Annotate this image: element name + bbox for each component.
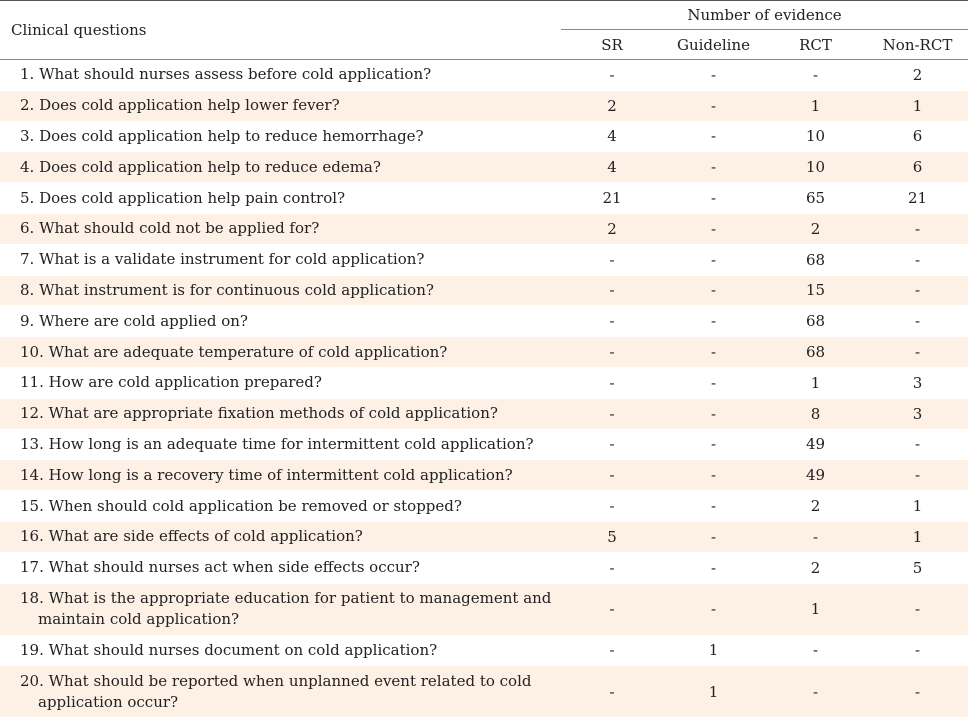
guideline-cell: -: [663, 552, 764, 583]
question-cell: 13. How long is an adequate time for intermittent cold application?: [0, 429, 561, 460]
rct-cell: -: [764, 666, 867, 718]
nonrct-cell: 1: [867, 491, 968, 522]
nonrct-cell: 2: [867, 60, 968, 91]
rct-cell: 68: [764, 337, 867, 368]
guideline-cell: -: [663, 306, 764, 337]
rct-cell: 1: [764, 367, 867, 398]
question-cell: 19. What should nurses document on cold application?: [0, 635, 561, 666]
guideline-cell: -: [663, 460, 764, 491]
question-cell: 14. How long is a recovery time of intermittent cold application?: [0, 460, 561, 491]
rct-cell: 10: [764, 152, 867, 183]
question-cell: 1. What should nurses assess before cold application?: [0, 60, 561, 91]
question-cell: 11. How are cold application prepared?: [0, 367, 561, 398]
nonrct-cell: -: [867, 337, 968, 368]
rct-cell: 49: [764, 429, 867, 460]
table-row: [0, 521, 968, 552]
sr-cell: -: [561, 60, 663, 91]
guideline-cell: -: [663, 90, 764, 121]
guideline-cell: 1: [663, 666, 764, 718]
sr-cell: 4: [561, 152, 663, 183]
question-line-1: 20. What should be reported when unplanned event related to cold: [20, 671, 532, 690]
sr-cell: 5: [561, 521, 663, 552]
sr-cell: 2: [561, 213, 663, 244]
table-row: [0, 429, 968, 460]
guideline-cell: -: [663, 183, 764, 214]
question-cell: 2. Does cold application help lower fever?: [0, 90, 561, 121]
rct-cell: -: [764, 60, 867, 91]
question-cell: 17. What should nurses act when side effects occur?: [0, 552, 561, 583]
table-row: [0, 367, 968, 398]
guideline-cell: -: [663, 337, 764, 368]
nonrct-cell: -: [867, 213, 968, 244]
rct-cell: 68: [764, 306, 867, 337]
nonrct-cell: 3: [867, 367, 968, 398]
sr-cell: -: [561, 552, 663, 583]
question-cell: 4. Does cold application help to reduce edema?: [0, 152, 561, 183]
sr-cell: -: [561, 429, 663, 460]
rct-cell: -: [764, 635, 867, 666]
question-cell: 9. Where are cold applied on?: [0, 306, 561, 337]
sr-cell: -: [561, 491, 663, 522]
rct-cell: 65: [764, 183, 867, 214]
sr-cell: -: [561, 583, 663, 635]
table-row: [0, 90, 968, 121]
sr-cell: -: [561, 398, 663, 429]
question-cell: 10. What are adequate temperature of cold application?: [0, 337, 561, 368]
sr-cell: -: [561, 337, 663, 368]
question-line-2: maintain cold application?: [38, 610, 240, 629]
table-row: [0, 491, 968, 522]
sr-cell: 21: [561, 183, 663, 214]
guideline-cell: -: [663, 244, 764, 275]
table-row: [0, 306, 968, 337]
rct-cell: -: [764, 521, 867, 552]
table-row: [0, 60, 968, 91]
guideline-cell: -: [663, 60, 764, 91]
rct-cell: 1: [764, 583, 867, 635]
rct-cell: 49: [764, 460, 867, 491]
table-row: [0, 337, 968, 368]
question-cell: 6. What should cold not be applied for?: [0, 213, 561, 244]
rct-cell: 2: [764, 552, 867, 583]
sr-cell: -: [561, 244, 663, 275]
question-cell: [0, 666, 561, 718]
question-cell: 15. When should cold application be removed or stopped?: [0, 491, 561, 522]
question-cell: 3. Does cold application help to reduce hemorrhage?: [0, 121, 561, 152]
question-cell: 8. What instrument is for continuous cold application?: [0, 275, 561, 306]
header-col-guideline: Guideline: [663, 30, 764, 60]
rct-cell: 2: [764, 213, 867, 244]
header-clinical-questions: Clinical questions: [0, 1, 561, 60]
sr-cell: 2: [561, 90, 663, 121]
nonrct-cell: 3: [867, 398, 968, 429]
nonrct-cell: -: [867, 460, 968, 491]
guideline-cell: -: [663, 121, 764, 152]
sr-cell: -: [561, 367, 663, 398]
guideline-cell: -: [663, 367, 764, 398]
table-row: [0, 583, 968, 635]
sr-cell: -: [561, 275, 663, 306]
table-row: [0, 552, 968, 583]
nonrct-cell: -: [867, 583, 968, 635]
question-cell: 12. What are appropriate fixation methods of cold application?: [0, 398, 561, 429]
table-row: [0, 666, 968, 718]
question-cell: 7. What is a validate instrument for cold application?: [0, 244, 561, 275]
header-number-of-evidence: Number of evidence: [687, 6, 842, 24]
nonrct-cell: 1: [867, 90, 968, 121]
table-row: [0, 213, 968, 244]
rct-cell: 8: [764, 398, 867, 429]
rct-cell: 10: [764, 121, 867, 152]
table-row: [0, 460, 968, 491]
guideline-cell: -: [663, 491, 764, 522]
guideline-cell: -: [663, 583, 764, 635]
nonrct-cell: 5: [867, 552, 968, 583]
table-row: [0, 275, 968, 306]
guideline-cell: -: [663, 275, 764, 306]
table-row: [0, 121, 968, 152]
table-row: [0, 244, 968, 275]
guideline-cell: -: [663, 152, 764, 183]
nonrct-cell: -: [867, 275, 968, 306]
table-row: [0, 635, 968, 666]
nonrct-cell: 1: [867, 521, 968, 552]
question-line-1: 18. What is the appropriate education for patient to management and: [20, 589, 552, 608]
guideline-cell: -: [663, 398, 764, 429]
nonrct-cell: -: [867, 635, 968, 666]
nonrct-cell: 6: [867, 152, 968, 183]
nonrct-cell: -: [867, 666, 968, 718]
question-cell: [0, 583, 561, 635]
sr-cell: -: [561, 306, 663, 337]
rct-cell: 1: [764, 90, 867, 121]
sr-cell: -: [561, 666, 663, 718]
guideline-cell: -: [663, 213, 764, 244]
guideline-cell: -: [663, 521, 764, 552]
nonrct-cell: 6: [867, 121, 968, 152]
table-row: [0, 152, 968, 183]
guideline-cell: -: [663, 429, 764, 460]
header-col-rct: RCT: [764, 30, 867, 60]
question-line-2: application occur?: [38, 692, 179, 711]
nonrct-cell: 21: [867, 183, 968, 214]
header-col-sr: SR: [561, 30, 663, 60]
rct-cell: 68: [764, 244, 867, 275]
question-cell: 16. What are side effects of cold application?: [0, 521, 561, 552]
rct-cell: 15: [764, 275, 867, 306]
sr-cell: 4: [561, 121, 663, 152]
nonrct-cell: -: [867, 306, 968, 337]
nonrct-cell: -: [867, 244, 968, 275]
rct-cell: 2: [764, 491, 867, 522]
table-row: [0, 183, 968, 214]
table-row: [0, 398, 968, 429]
header-col-nonrct: Non-RCT: [867, 30, 968, 60]
question-cell: 5. Does cold application help pain control?: [0, 183, 561, 214]
guideline-cell: 1: [663, 635, 764, 666]
sr-cell: -: [561, 635, 663, 666]
sr-cell: -: [561, 460, 663, 491]
nonrct-cell: -: [867, 429, 968, 460]
